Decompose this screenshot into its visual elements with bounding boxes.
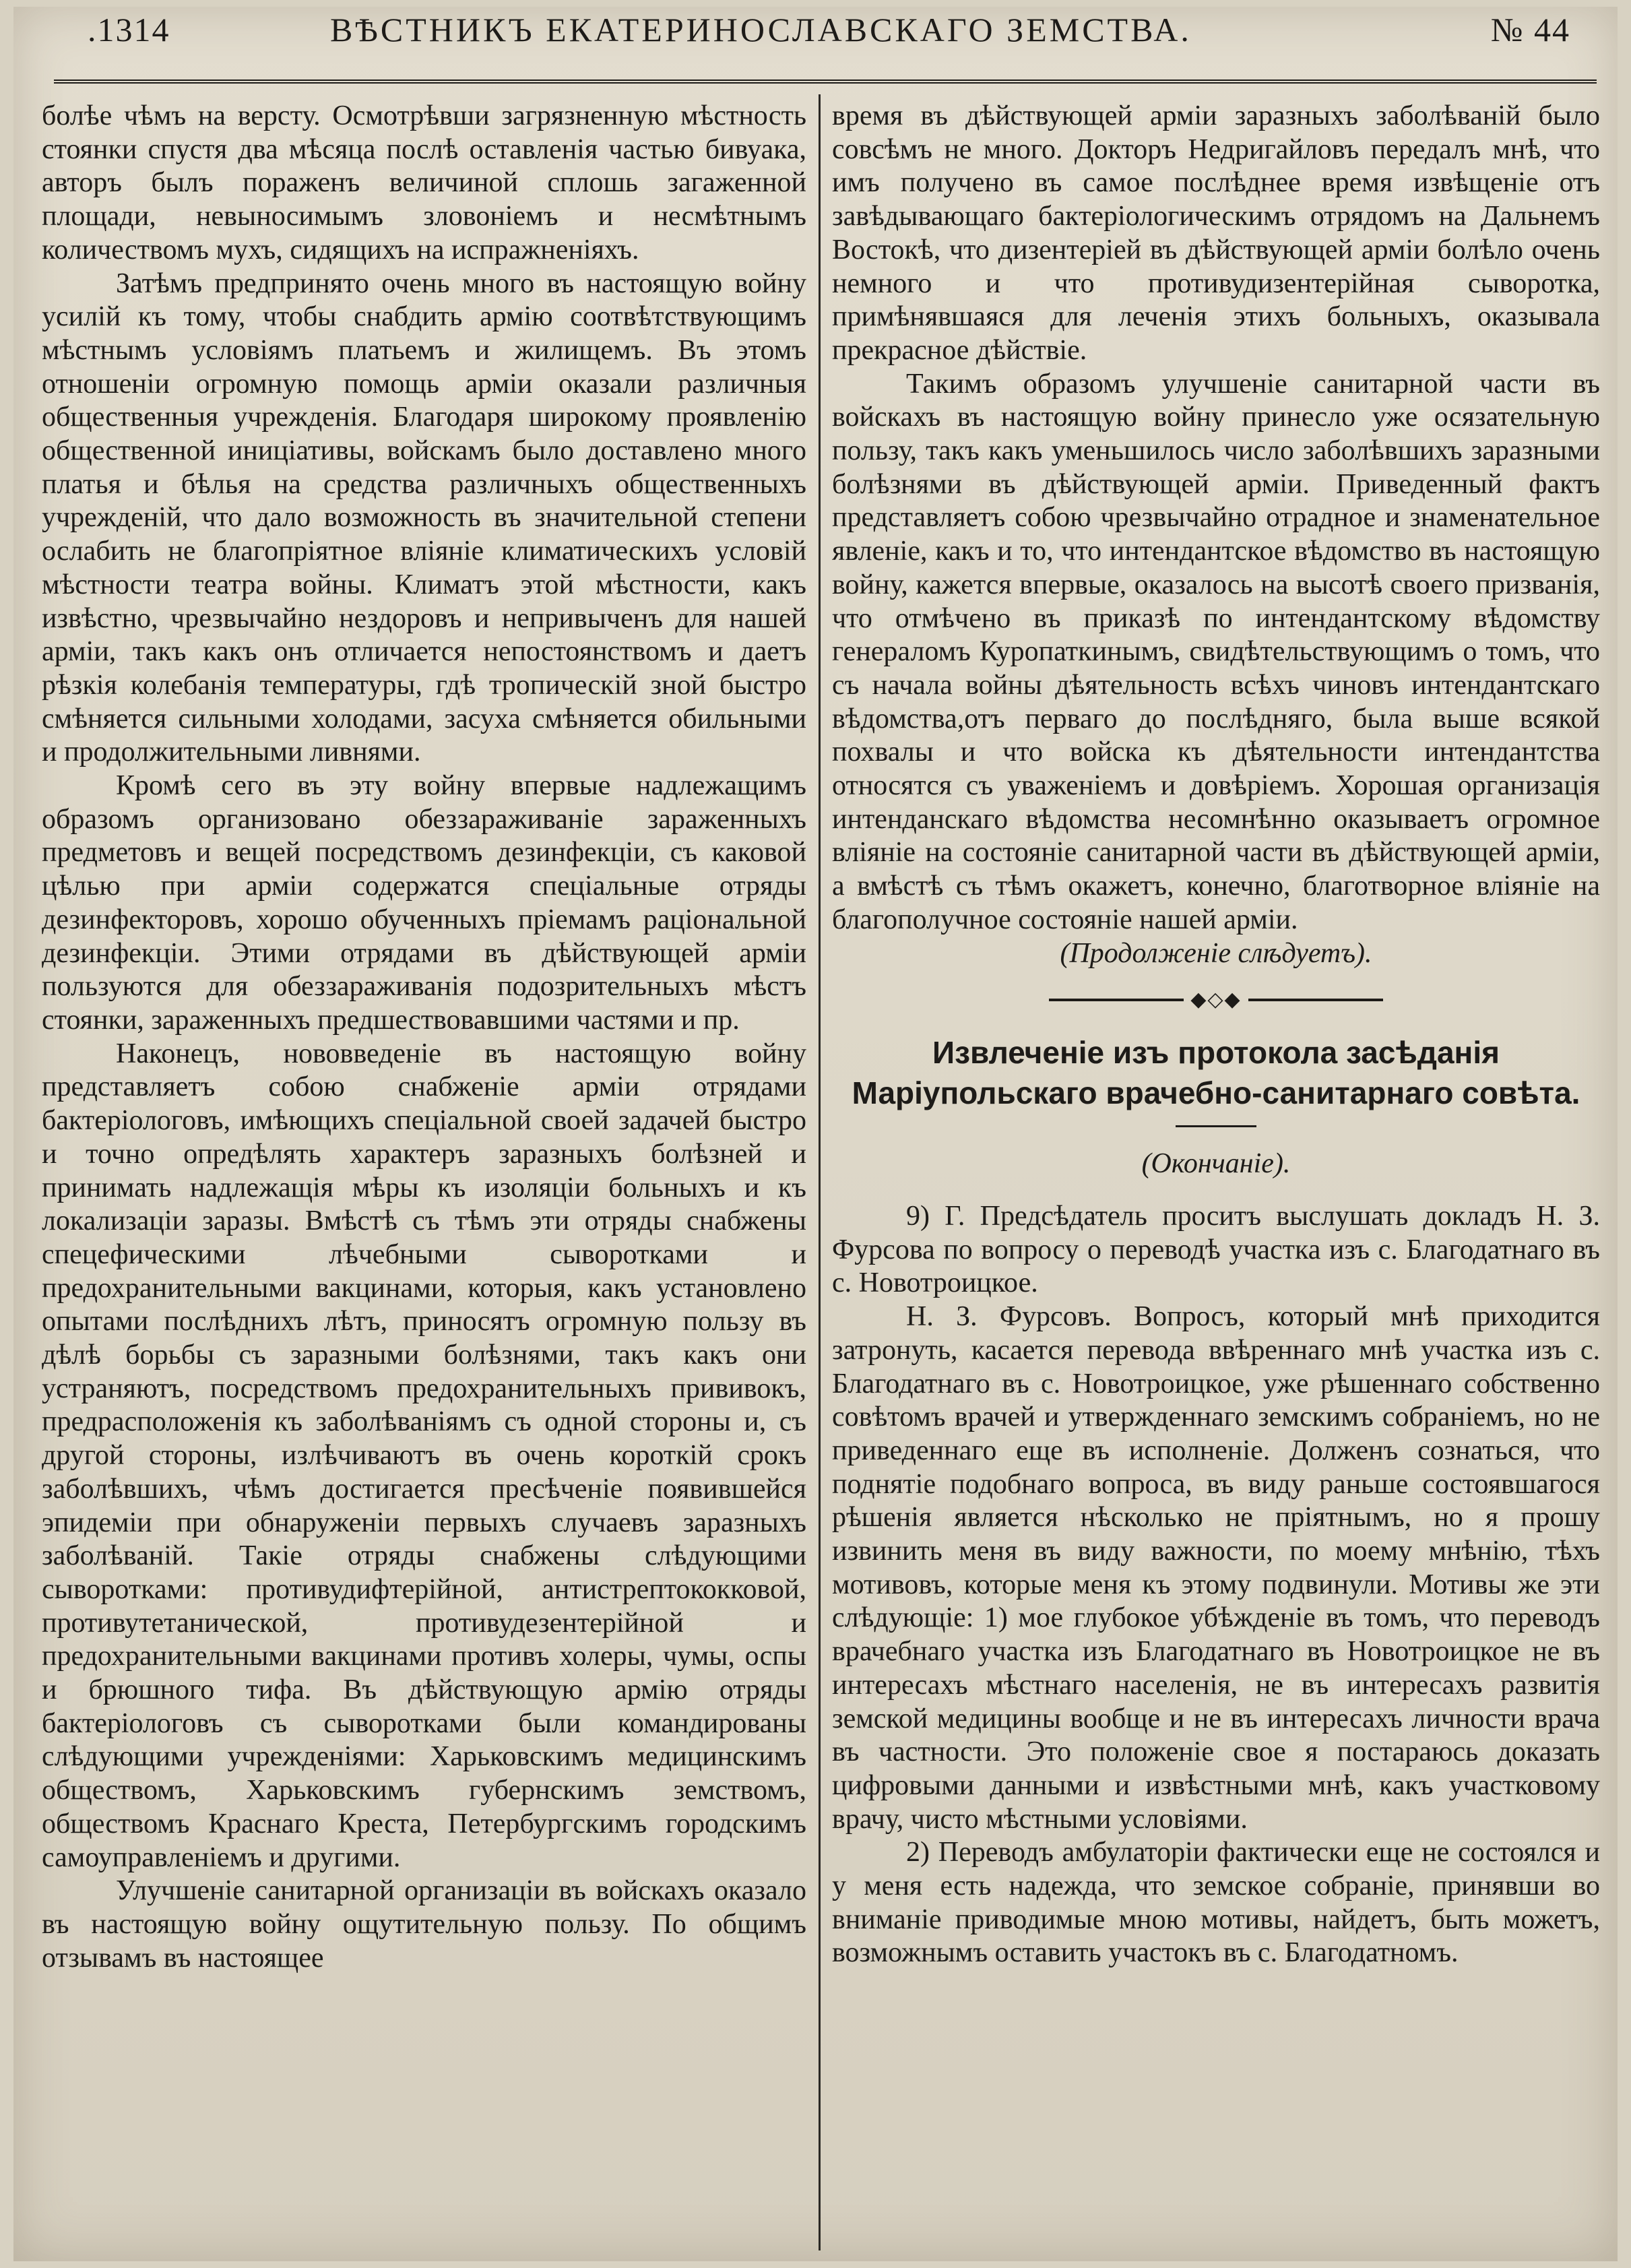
paragraph: 2) Переводъ амбулаторіи фактически еще не состоялся и у меня есть надежда, что земское собраніе, принявши во вниманіе приводимые мною мотивы, найдетъ, быть можетъ, возможнымъ оставить участокъ въ с. Благодатномъ. — [832, 1837, 1600, 1969]
paragraph: Наконецъ, нововведеніе въ настоящую войну представляетъ собою снабженіе арміи отрядами бактеріологовъ, имѣющихъ спеціальной своей задачей быстро и точно опредѣлять характеръ заразныхъ болѣзней и принимать надлежащія мѣры къ изоляціи больныхъ и къ локализаціи заразы. Вмѣстѣ съ тѣмъ эти отряды снабжены спецефическими лѣчебными сыворотками и предохранительными вакцинами, которыя, какъ установлено опытами послѣднихъ лѣтъ, приносятъ огромную пользу въ дѣлѣ борьбы съ заразными болѣзнями, такъ какъ они устраняютъ, посредствомъ предохранительныхъ прививокъ, предрасположенія къ заболѣваніямъ съ одной стороны и, съ другой стороны, излѣчиваютъ въ очень короткій срокъ заболѣвшихъ, чѣмъ достигается пресѣченіе появившейся эпидеміи при обнаруженіи первыхъ случаевъ заразныхъ заболѣваній. Такіе отряды снабжены слѣдующими сыворотками: противудифтерійной, антистрептококковой, противутетанической, противудезентерійной и предохранительными вакцинами противъ холеры, чумы, оспы и брюшного тифа. Въ дѣйствующую армію отряды бактеріологовъ съ сыворотками были командированы слѣдующими учрежденіями: Харьковскимъ медицинскимъ обществомъ, Харьковскимъ губернскимъ земствомъ, обществомъ Краснаго Креста, Петербургскимъ городскимъ самоуправленіемъ и другими. — [42, 1038, 806, 1873]
paragraph: Затѣмъ предпринято очень много въ настоящую войну усилій къ тому, чтобы снабдить армію соотвѣтствующимъ мѣстнымъ условіямъ платьемъ и жилищемъ. Въ этомъ отношеніи огромную помощь арміи оказали различныя общественныя учрежденія. Благодаря широкому проявленію общественной иниціативы, войскамъ было доставлено много платья и бѣлья на средства различныхъ общественныхъ учрежденій, что дало возможность въ значительной степени ослабить не благопріятное вліяніе климатическихъ условій мѣстности театра войны. Климатъ этой мѣстности, какъ извѣстно, чрезвычайно нездоровъ и непривыченъ для нашей арміи, такъ какъ онъ отличается непостоянствомъ и даетъ рѣзкія колебанія температуры, гдѣ тропическій зной быстро смѣняется сильными холодами, засуха смѣняется обильными и продолжительными ливнями. — [42, 267, 806, 768]
paragraph: Кромѣ сего въ эту войну впервые надлежащимъ образомъ организовано обеззараживаніе зараженныхъ предметовъ и вещей посредствомъ дезинфекціи, съ каковой цѣлью при арміи содержатся спеціальные отряды дезинфекторовъ, хорошо обученныхъ пріемамъ раціональной дезинфекціи. Этими отрядами въ дѣйствующей арміи пользуются для обеззараживанія подозрительныхъ мѣстъ стоянки, зараженныхъ предшествовавшими частями и пр. — [42, 770, 806, 1036]
ornament-line-right — [1248, 999, 1383, 1001]
paragraph: 9) Г. Предсѣдатель проситъ выслушать докладъ Н. З. Фурсова по вопросу о переводѣ участка изъ с. Благодатнаго въ с. Новотроицкое. — [832, 1200, 1600, 1299]
section-title: Извлеченіе изъ протокола засѣданія Маріупольскаго врачебно-санитарнаго совѣта. — [852, 1035, 1580, 1111]
issue-number: № 44 — [1490, 11, 1570, 49]
ornament-line-left — [1049, 999, 1184, 1001]
right-column — [832, 100, 1600, 1970]
page-number: .1314 — [88, 11, 170, 49]
column-divider — [819, 94, 821, 2250]
paragraph: Такимъ образомъ улучшеніе санитарной части въ войскахъ въ настоящую войну принесло уже осязательную пользу, такъ какъ уменьшилось число заболѣвшихъ заразными болѣзнями въ дѣйствующей арміи. Приведенный фактъ представляетъ собою чрезвычайно отрадное и знаменательное явленіе, какъ и то, что интендантское вѣдомство въ настоящую войну, кажется впервые, оказалось на высотѣ своего призванія, что отмѣчено въ приказѣ по интендантскому вѣдомству генераломъ Куропаткинымъ, свидѣтельствующимъ о томъ, что съ начала войны дѣятельность всѣхъ чиновъ интендантскаго вѣдомства,отъ перваго до послѣдняго, была выше всякой похвалы и что войска къ дѣятельности интендантства относятся съ уваженіемъ и довѣріемъ. Хорошая организація интенданскаго вѣдомства несомнѣнно оказываетъ огромное вліяніе на состояніе санитарной части въ дѣйствующей арміи, а вмѣстѣ съ тѣмъ окажетъ, конечно, благотворное вліяніе на благополучное состояніе нашей арміи. — [832, 368, 1600, 935]
ending-note: (Окончаніе). — [1141, 1148, 1291, 1180]
page-header — [74, 7, 1591, 74]
spacer — [832, 1181, 1600, 1200]
short-rule — [1176, 1125, 1256, 1127]
section-ornament — [832, 980, 1600, 1020]
publication-title: ВѢСТНИКЪ ЕКАТЕРИНОСЛАВСКАГО ЗЕМСТВА. — [330, 11, 1192, 49]
paragraph: болѣе чѣмъ на версту. Осмотрѣвши загрязненную мѣстность стоянки спустя два мѣсяца послѣ оставленія частью бивуака, авторъ былъ пораженъ величиной сплошь загаженной площади, невыносимымъ зловоніемъ и несмѣтнымъ количествомъ мухъ, сидящихъ на испражненіяхъ. — [42, 100, 806, 265]
ornament-diamond-icon: ◆◇◆ — [1190, 988, 1242, 1011]
paragraph: Улучшеніе санитарной организаціи въ войскахъ оказало въ настоящую войну ощутительную пользу. По общимъ отзывамъ въ настоящее — [42, 1875, 806, 1974]
continued-note: (Продолженіе слѣдуетъ). — [1060, 937, 1372, 969]
paragraph: Н. З. Фурсовъ. Вопросъ, который мнѣ приходится затронуть, касается перевода ввѣреннаго мнѣ участка изъ с. Благодатнаго въ с. Новотроицкое, уже рѣшеннаго собственно совѣтомъ врачей и утвержденнаго земскимъ собраніемъ, но не приведеннаго еще въ исполненіе. Долженъ сознаться, что поднятіе подобнаго вопроса, въ виду раньше состоявшагося рѣшенія является нѣсколько не пріятнымъ, но я прошу извинить меня въ виду важности, по моему мнѣнію, тѣхъ мотивовъ, которые меня къ этому подвинули. Мотивы же эти слѣдующіе: 1) мое глубокое убѣжденіе въ томъ, что переводъ врачебнаго участка изъ Благодатнаго въ Новотроицкое не въ интересахъ мѣстнаго населенія, не въ интересахъ развитія земской медицины вообще и не въ интересахъ личности врача въ частности. Это положеніе свое я постараюсь доказать цифровыми данными и извѣстными мнѣ, какъ участковому врачу, чисто мѣстными условіями. — [832, 1301, 1600, 1835]
newspaper-page — [13, 7, 1618, 2261]
left-column — [42, 100, 806, 1975]
header-rule — [54, 80, 1597, 84]
paragraph: время въ дѣйствующей арміи заразныхъ заболѣваній было совсѣмъ не много. Докторъ Недригайловъ передалъ мнѣ, что имъ получено въ самое послѣднее время извѣщеніе отъ завѣдывающаго бактеріологическимъ отрядомъ на Дальнемъ Востокѣ, что дизентеріей въ дѣйствующей арміи болѣло очень немного и что противудизентерійная сыворотка, примѣнявшаяся для леченія этихъ больныхъ, оказывала прекрасное дѣйствіе. — [832, 100, 1600, 366]
